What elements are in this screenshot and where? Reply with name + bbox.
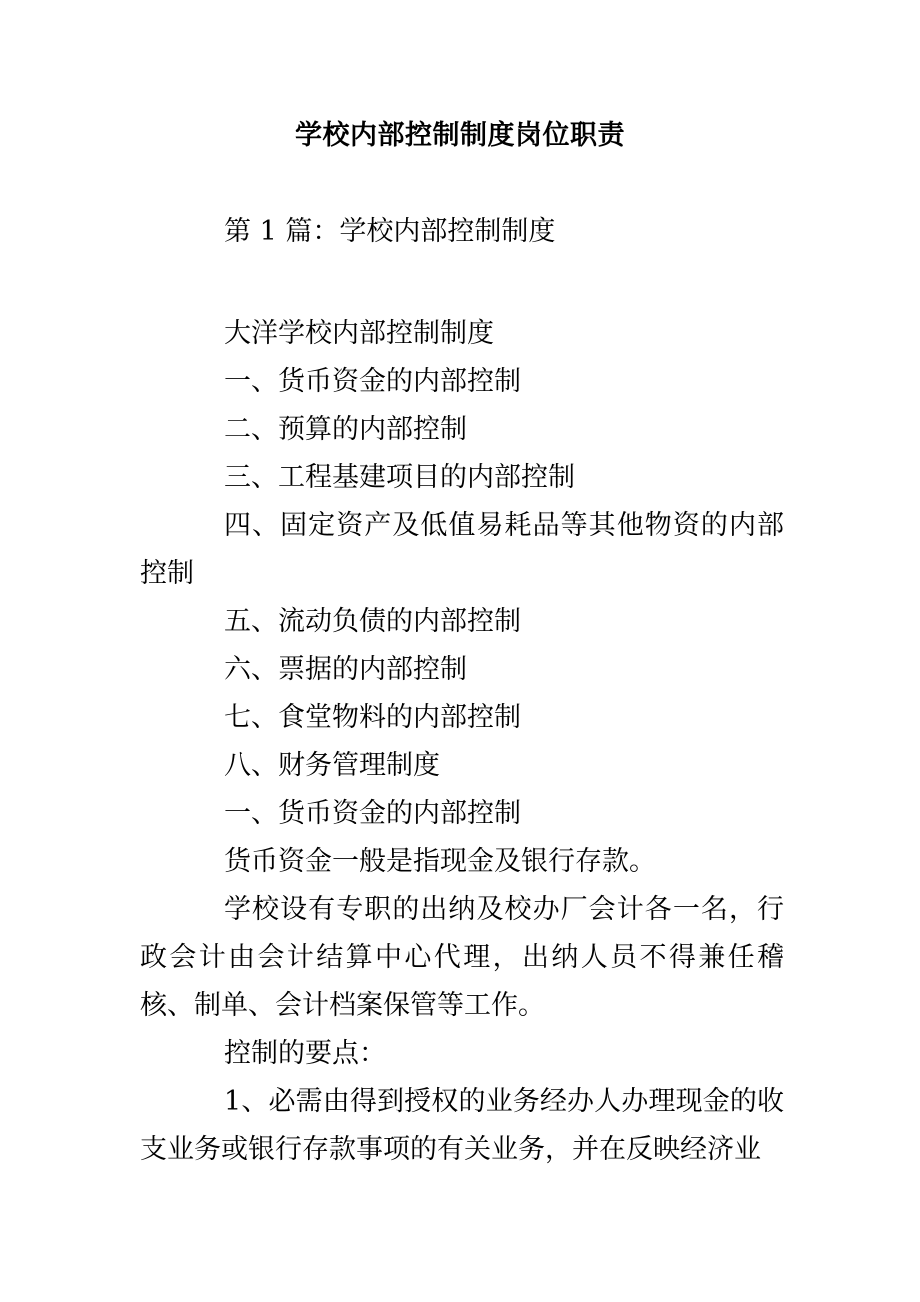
paragraph: 大洋学校内部控制制度 (224, 318, 494, 349)
paragraph: 三、工程基建项目的内部控制 (224, 462, 575, 493)
paragraph: 七、食堂物料的内部控制 (224, 702, 521, 733)
paragraph: 八、财务管理制度 (224, 750, 440, 781)
document-title: 学校内部控制制度岗位职责 (295, 120, 625, 151)
chapter-heading: 第 1 篇：学校内部控制制度 (224, 216, 556, 247)
paragraph: 控制的要点： (224, 1038, 386, 1069)
paragraph: 五、流动负债的内部控制 (224, 606, 521, 637)
paragraph: 一、货币资金的内部控制 (224, 798, 521, 829)
paragraph: 六、票据的内部控制 (224, 654, 467, 685)
paragraph: 学校设有专职的出纳及校办厂会计各一名，行政会计由会计结算中心代理，出纳人员不得兼任稽核、制单、会计档案保管等工作。 (140, 894, 784, 1021)
paragraph: 四、固定资产及低值易耗品等其他物资的内部控制 (140, 510, 784, 589)
document-body (140, 310, 784, 1174)
paragraph: 1、必需由得到授权的业务经办人办理现金的收支业务或银行存款事项的有关业务，并在反映经济业 (140, 1086, 784, 1165)
paragraph: 货币资金一般是指现金及银行存款。 (224, 846, 656, 877)
paragraph: 一、货币资金的内部控制 (224, 366, 521, 397)
paragraph: 二、预算的内部控制 (224, 414, 467, 445)
